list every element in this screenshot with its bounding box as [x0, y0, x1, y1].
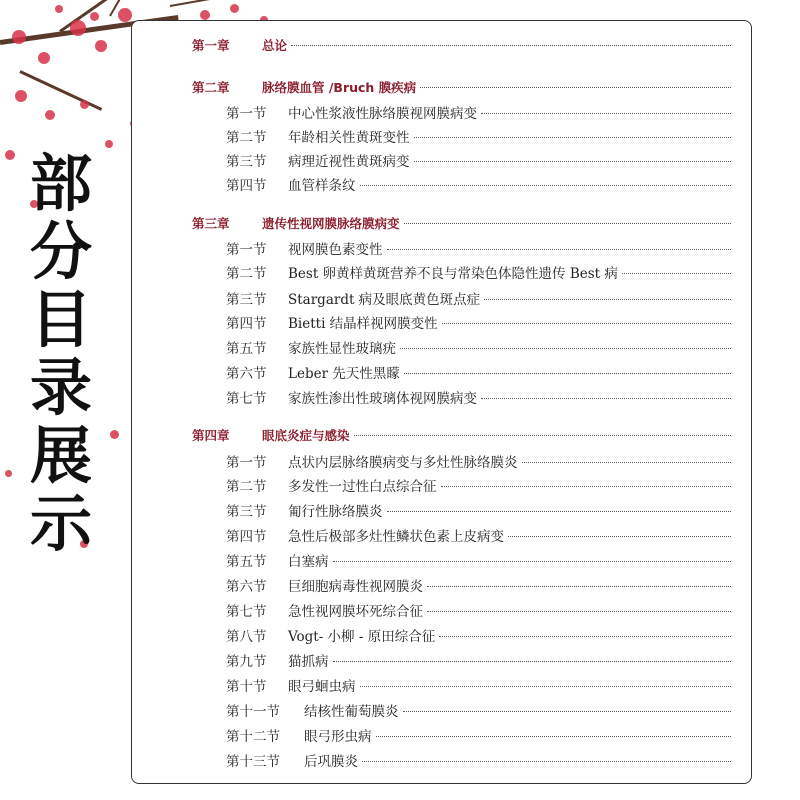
section-title: 病理近视性黄斑病变 — [288, 154, 410, 170]
toc-section — [226, 288, 731, 308]
section-number: 第二节 — [226, 266, 267, 282]
leader-dots — [291, 45, 731, 46]
chapter-title: 眼底炎症与感染 — [262, 428, 350, 443]
toc-section — [226, 575, 731, 595]
section-number: 第九节 — [226, 654, 267, 670]
section-title: Leber 先天性黑矇 — [288, 366, 400, 382]
section-title: Vogt- 小柳 - 原田综合征 — [288, 629, 436, 645]
section-number: 第十节 — [226, 679, 267, 695]
section-number: 第三节 — [226, 504, 267, 520]
side-title — [24, 147, 98, 560]
toc-section — [226, 312, 731, 332]
leader-dots — [333, 561, 732, 562]
section-number: 第五节 — [226, 554, 267, 570]
section-number: 第四节 — [226, 316, 267, 332]
leader-dots — [439, 636, 731, 637]
section-title: 眼弓形虫病 — [304, 729, 372, 745]
toc-section — [226, 362, 731, 382]
section-number: 第十三节 — [226, 754, 280, 770]
blossom-petal — [90, 12, 99, 21]
toc-section — [226, 650, 731, 670]
branch — [170, 0, 229, 7]
leader-dots — [354, 435, 731, 436]
section-number: 第二节 — [226, 479, 267, 495]
toc-section — [226, 174, 731, 194]
blossom-petal — [5, 150, 15, 160]
toc-chapter — [192, 426, 731, 444]
section-title: 血管样条纹 — [288, 178, 356, 194]
toc-panel — [131, 20, 752, 784]
section-number: 第六节 — [226, 366, 267, 382]
toc-section — [226, 337, 731, 357]
leader-dots — [442, 323, 731, 324]
leader-dots — [333, 661, 732, 662]
section-number: 第十一节 — [226, 704, 280, 720]
leader-dots — [403, 711, 732, 712]
section-title: 眼弓蛔虫病 — [288, 679, 356, 695]
section-title: 家族性显性玻璃疣 — [288, 341, 396, 357]
leader-dots — [404, 223, 731, 224]
leader-dots — [481, 398, 731, 399]
toc-section — [226, 238, 731, 258]
chapter-number: 第四章 — [192, 428, 230, 443]
section-number: 第八节 — [226, 629, 267, 645]
toc-chapter — [192, 36, 731, 54]
blossom-petal — [5, 470, 12, 477]
toc-section — [226, 750, 731, 770]
section-title: 急性后极部多灶性鳞状色素上皮病变 — [288, 529, 504, 545]
blossom-petal — [45, 110, 55, 120]
section-number: 第三节 — [226, 154, 267, 170]
section-title: 猫抓病 — [288, 654, 329, 670]
side-title-char: 目 — [29, 283, 92, 356]
chapter-title: 遗传性视网膜脉络膜病变 — [262, 216, 400, 231]
section-title: 家族性渗出性玻璃体视网膜病变 — [288, 391, 477, 407]
leader-dots — [622, 273, 731, 274]
leader-dots — [400, 348, 731, 349]
toc-chapter — [192, 214, 731, 232]
side-title-char: 分 — [29, 215, 92, 288]
toc-section — [226, 550, 731, 570]
toc-section — [226, 500, 731, 520]
section-title: 结核性葡萄膜炎 — [304, 704, 399, 720]
toc-section — [226, 700, 731, 720]
toc-section — [226, 102, 731, 122]
blossom-petal — [230, 4, 239, 13]
leader-dots — [484, 299, 731, 300]
section-number: 第三节 — [226, 292, 267, 308]
section-number: 第四节 — [226, 178, 267, 194]
side-title-char: 展 — [29, 419, 92, 492]
section-number: 第十二节 — [226, 729, 280, 745]
leader-dots — [481, 113, 731, 114]
blossom-petal — [200, 10, 210, 20]
leader-dots — [420, 87, 731, 88]
section-title: 白塞病 — [288, 554, 329, 570]
blossom-petal — [118, 8, 132, 22]
section-number: 第二节 — [226, 130, 267, 146]
toc-section — [226, 126, 731, 146]
section-title: Best 卵黄样黄斑营养不良与常染色体隐性遗传 Best 病 — [288, 266, 618, 282]
side-title-char: 部 — [29, 147, 92, 220]
leader-dots — [414, 161, 732, 162]
blossom-petal — [15, 90, 27, 102]
blossom-petal — [38, 52, 50, 64]
chapter-title: 脉络膜血管 /Bruch 膜疾病 — [262, 80, 417, 95]
leader-dots — [362, 761, 731, 762]
toc-section — [226, 600, 731, 620]
toc-section — [226, 625, 731, 645]
toc-section — [226, 725, 731, 745]
blossom-petal — [105, 140, 113, 148]
leader-dots — [387, 249, 732, 250]
leader-dots — [414, 137, 732, 138]
chapter-number: 第二章 — [192, 80, 230, 95]
toc-section — [226, 475, 731, 495]
leader-dots — [376, 736, 732, 737]
section-number: 第一节 — [226, 455, 267, 471]
section-title: 年龄相关性黄斑变性 — [288, 130, 410, 146]
section-number: 第七节 — [226, 391, 267, 407]
toc-section — [226, 675, 731, 695]
toc-section — [226, 150, 731, 170]
leader-dots — [427, 586, 731, 587]
chapter-title: 总论 — [262, 38, 288, 53]
blossom-petal — [95, 40, 107, 52]
branch — [19, 70, 102, 111]
leader-dots — [360, 185, 732, 186]
section-title: 巨细胞病毒性视网膜炎 — [288, 579, 423, 595]
section-number: 第六节 — [226, 579, 267, 595]
section-title: 视网膜色素变性 — [288, 242, 383, 258]
blossom-petal — [80, 100, 89, 109]
section-title: 点状内层脉络膜病变与多灶性脉络膜炎 — [288, 455, 518, 471]
section-number: 第五节 — [226, 341, 267, 357]
leader-dots — [360, 686, 732, 687]
section-title: Bietti 结晶样视网膜变性 — [288, 316, 438, 332]
toc-section — [226, 262, 731, 282]
section-number: 第一节 — [226, 242, 267, 258]
section-title: 急性视网膜坏死综合征 — [288, 604, 423, 620]
section-title: 匍行性脉络膜炎 — [288, 504, 383, 520]
section-number: 第一节 — [226, 106, 267, 122]
section-title: 多发性一过性白点综合征 — [288, 479, 437, 495]
blossom-petal — [12, 30, 26, 44]
section-title: 后巩膜炎 — [304, 754, 358, 770]
blossom-petal — [70, 20, 86, 36]
section-number: 第四节 — [226, 529, 267, 545]
leader-dots — [427, 611, 731, 612]
chapter-number: 第一章 — [192, 38, 230, 53]
leader-dots — [508, 536, 731, 537]
section-title: 中心性浆液性脉络膜视网膜病变 — [288, 106, 477, 122]
toc-chapter — [192, 78, 731, 96]
side-title-char: 示 — [29, 487, 92, 560]
leader-dots — [404, 373, 731, 374]
section-title: Stargardt 病及眼底黄色斑点症 — [288, 292, 481, 308]
toc-section — [226, 525, 731, 545]
toc-section — [226, 387, 731, 407]
section-number: 第七节 — [226, 604, 267, 620]
blossom-petal — [110, 430, 119, 439]
chapter-number: 第三章 — [192, 216, 230, 231]
leader-dots — [441, 486, 732, 487]
leader-dots — [387, 511, 732, 512]
toc-section — [226, 451, 731, 471]
blossom-petal — [55, 5, 63, 13]
leader-dots — [522, 462, 732, 463]
side-title-char: 录 — [29, 351, 92, 424]
